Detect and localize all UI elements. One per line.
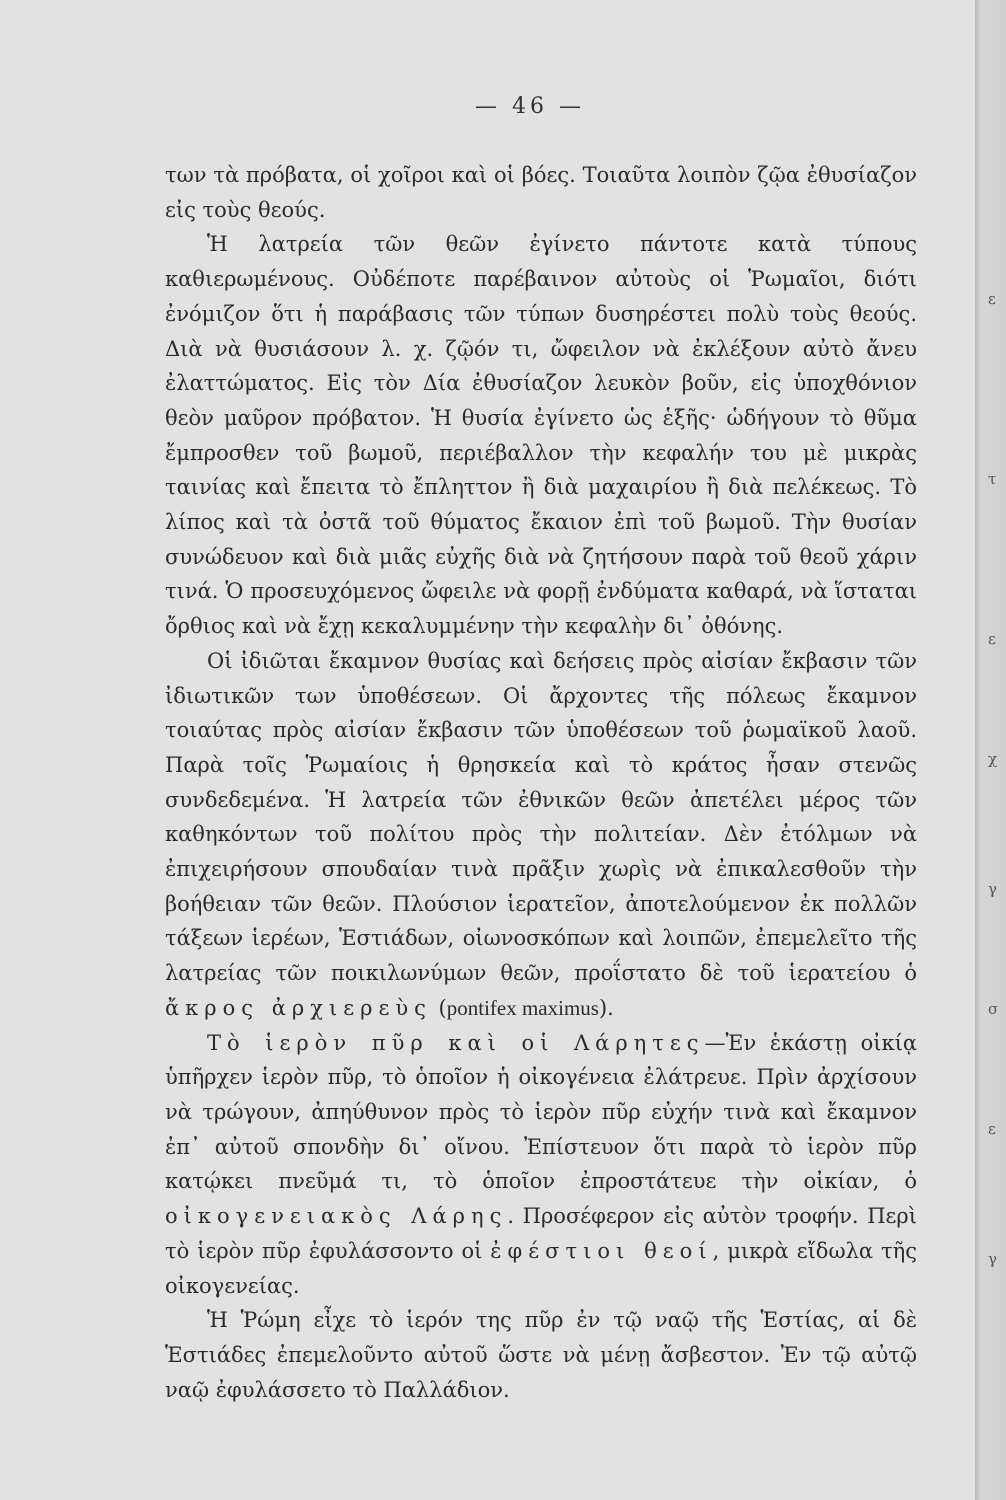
margin-char: γ [988, 880, 997, 898]
margin-char: ε [988, 1120, 996, 1138]
margin-char: σ [988, 1000, 999, 1018]
paragraph [165, 1303, 917, 1407]
text-segment: . Προσέφερον εἰς αὐτὸν τροφήν. Περὶ τὸ ἱερὸν πῦρ ἐφυλάσσοντο οἱ [165, 1204, 917, 1263]
section-heading: Τὸ ἱερὸν πῦρ καὶ οἱ Λάρητες [207, 1030, 705, 1055]
text-segment: —Ἐν ἑκάστῃ οἰκίᾳ ὑπῆρχεν ἱερὸν πῦρ, τὸ ὁποῖον ἡ οἰκογένεια ἐλάτρευε. Πρὶν ἀρχίσουν νὰ τρώγουν, ἀπηύθυνον πρὸς τὸ ἱερὸν πῦρ εὐχήν τινὰ καὶ ἔκαμνον ἐπ᾽ αὐτοῦ σπονδὴν δι᾽ οἴνου. Ἐπίστευον ὅτι παρὰ τὸ ἱερὸν πῦρ κατῴκει πνεῦμά τι, τὸ ὁποῖον ἐπροστάτευε τὴν οἰκίαν, ὁ [165, 1030, 917, 1194]
page-number: — 46 — [475, 94, 585, 119]
text-segment: Οἱ ἰδιῶται ἔκαμνον θυσίας καὶ δεήσεις πρὸς αἰσίαν ἔκβασιν τῶν ἰδιωτικῶν των ὑποθέσεων. Οἱ ἄρχοντες τῆς πόλεως ἔκαμνον τοιαύτας πρὸς αἰσίαν ἔκβασιν τῶν ὑποθέσεων τοῦ ῥωμαϊκοῦ λαοῦ. Παρὰ τοῖς Ῥωμαίοις ἡ θρησκεία καὶ τὸ κράτος ἦσαν στενῶς συνδεδεμένα. Ἡ λατρεία τῶν ἐθνικῶν θεῶν ἀπετέλει μέρος τῶν καθηκόντων τοῦ πολίτου πρὸς τὴν πολιτείαν. Δὲν ἐτόλμων νὰ ἐπιχειρήσουν σπουδαίαν τινὰ πρᾶξιν χωρὶς νὰ ἐπικαλεσθοῦν τὴν βοήθειαν τῶν θεῶν. Πλούσιον ἱερατεῖον, ἀποτελούμενον ἐκ πολλῶν τάξεων ἱερέων, Ἑστιάδων, οἰωνοσκόπων καὶ λοιπῶν, ἐπεμελεῖτο τῆς λατρείας τῶν ποικιλωνύμων θεῶν, προΐστατο δὲ τοῦ ἱερατείου ὁ [165, 648, 917, 986]
margin-char: τ [988, 470, 997, 488]
text-segment: των τὰ πρόβατα, οἱ χοῖροι καὶ οἱ βόες. Τοιαῦτα λοιπὸν ζῷα ἐθυσίαζον εἰς τοὺς θεούς. [165, 163, 917, 222]
body-text [165, 158, 917, 1407]
margin-char: χ [988, 750, 998, 768]
emphasized-term: ἄκρος ἀρχιερεὺς [165, 995, 432, 1020]
emphasized-term: ἐφέστιοι θεοί [490, 1238, 713, 1263]
emphasized-term: οἰκογενειακὸς Λάρης [165, 1204, 508, 1229]
text-segment: ( [431, 995, 447, 1020]
margin-char: γ [988, 1250, 997, 1268]
text-segment: Ἡ Ῥώμη εἶχε τὸ ἱερόν της πῦρ ἐν τῷ ναῷ τῆς Ἑστίας, αἱ δὲ Ἑστιάδες ἐπεμελοῦντο αὐτοῦ ὥστε νὰ μένῃ ἄσβεστον. Ἐν τῷ αὐτῷ ναῷ ἐφυλάσσετο τὸ Παλλάδιον. [165, 1308, 917, 1402]
paragraph [165, 644, 917, 1026]
latin-term: pontifex maximus [446, 995, 599, 1020]
paragraph [165, 1026, 917, 1304]
margin-char: ε [988, 630, 996, 648]
paragraph [165, 158, 917, 227]
text-segment: Ἡ λατρεία τῶν θεῶν ἐγίνετο πάντοτε κατὰ τύπους καθιερωμένους. Οὐδέποτε παρέβαινον αὐτοὺς οἱ Ῥωμαῖοι, διότι ἐνόμιζον ὅτι ἡ παράβασις τῶν τύπων δυσηρέστει πολὺ τοὺς θεούς. Διὰ νὰ θυσιάσουν λ. χ. ζῷόν τι, ὤφειλον νὰ ἐκλέξουν αὐτὸ ἄνευ ἐλαττώματος. Εἰς τὸν Δία ἐθυσίαζον λευκὸν βοῦν, εἰς ὑποχθόνιον θεὸν μαῦρον πρόβατον. Ἡ θυσία ἐγίνετο ὡς ἑξῆς· ὡδήγουν τὸ θῦμα ἔμπροσθεν τοῦ βωμοῦ, περιέβαλλον τὴν κεφαλήν του μὲ μικρὰς ταινίας καὶ ἔπειτα τὸ ἔπληττον ἢ διὰ μαχαιρίου ἢ διὰ πελέκεως. Τὸ λίπος καὶ τὰ ὀστᾶ τοῦ θύματος ἔκαιον ἐπὶ τοῦ βωμοῦ. Τὴν θυσίαν συνώδευον καὶ διὰ μιᾶς εὐχῆς διὰ νὰ ζητήσουν παρὰ τοῦ θεοῦ χάριν τινά. Ὁ προσευχόμενος ὤφειλε νὰ φορῇ ἐνδύματα καθαρά, νὰ ἵσταται ὄρθιος καὶ νὰ ἔχῃ κεκαλυμμένην τὴν κεφαλὴν δι᾽ ὀθόνης. [165, 232, 917, 639]
paragraph [165, 227, 917, 643]
text-segment: ). [598, 995, 614, 1020]
margin-char: ε [988, 290, 996, 308]
text-segment: , μικρὰ εἴδωλα τῆς οἰκογενείας. [165, 1238, 917, 1298]
